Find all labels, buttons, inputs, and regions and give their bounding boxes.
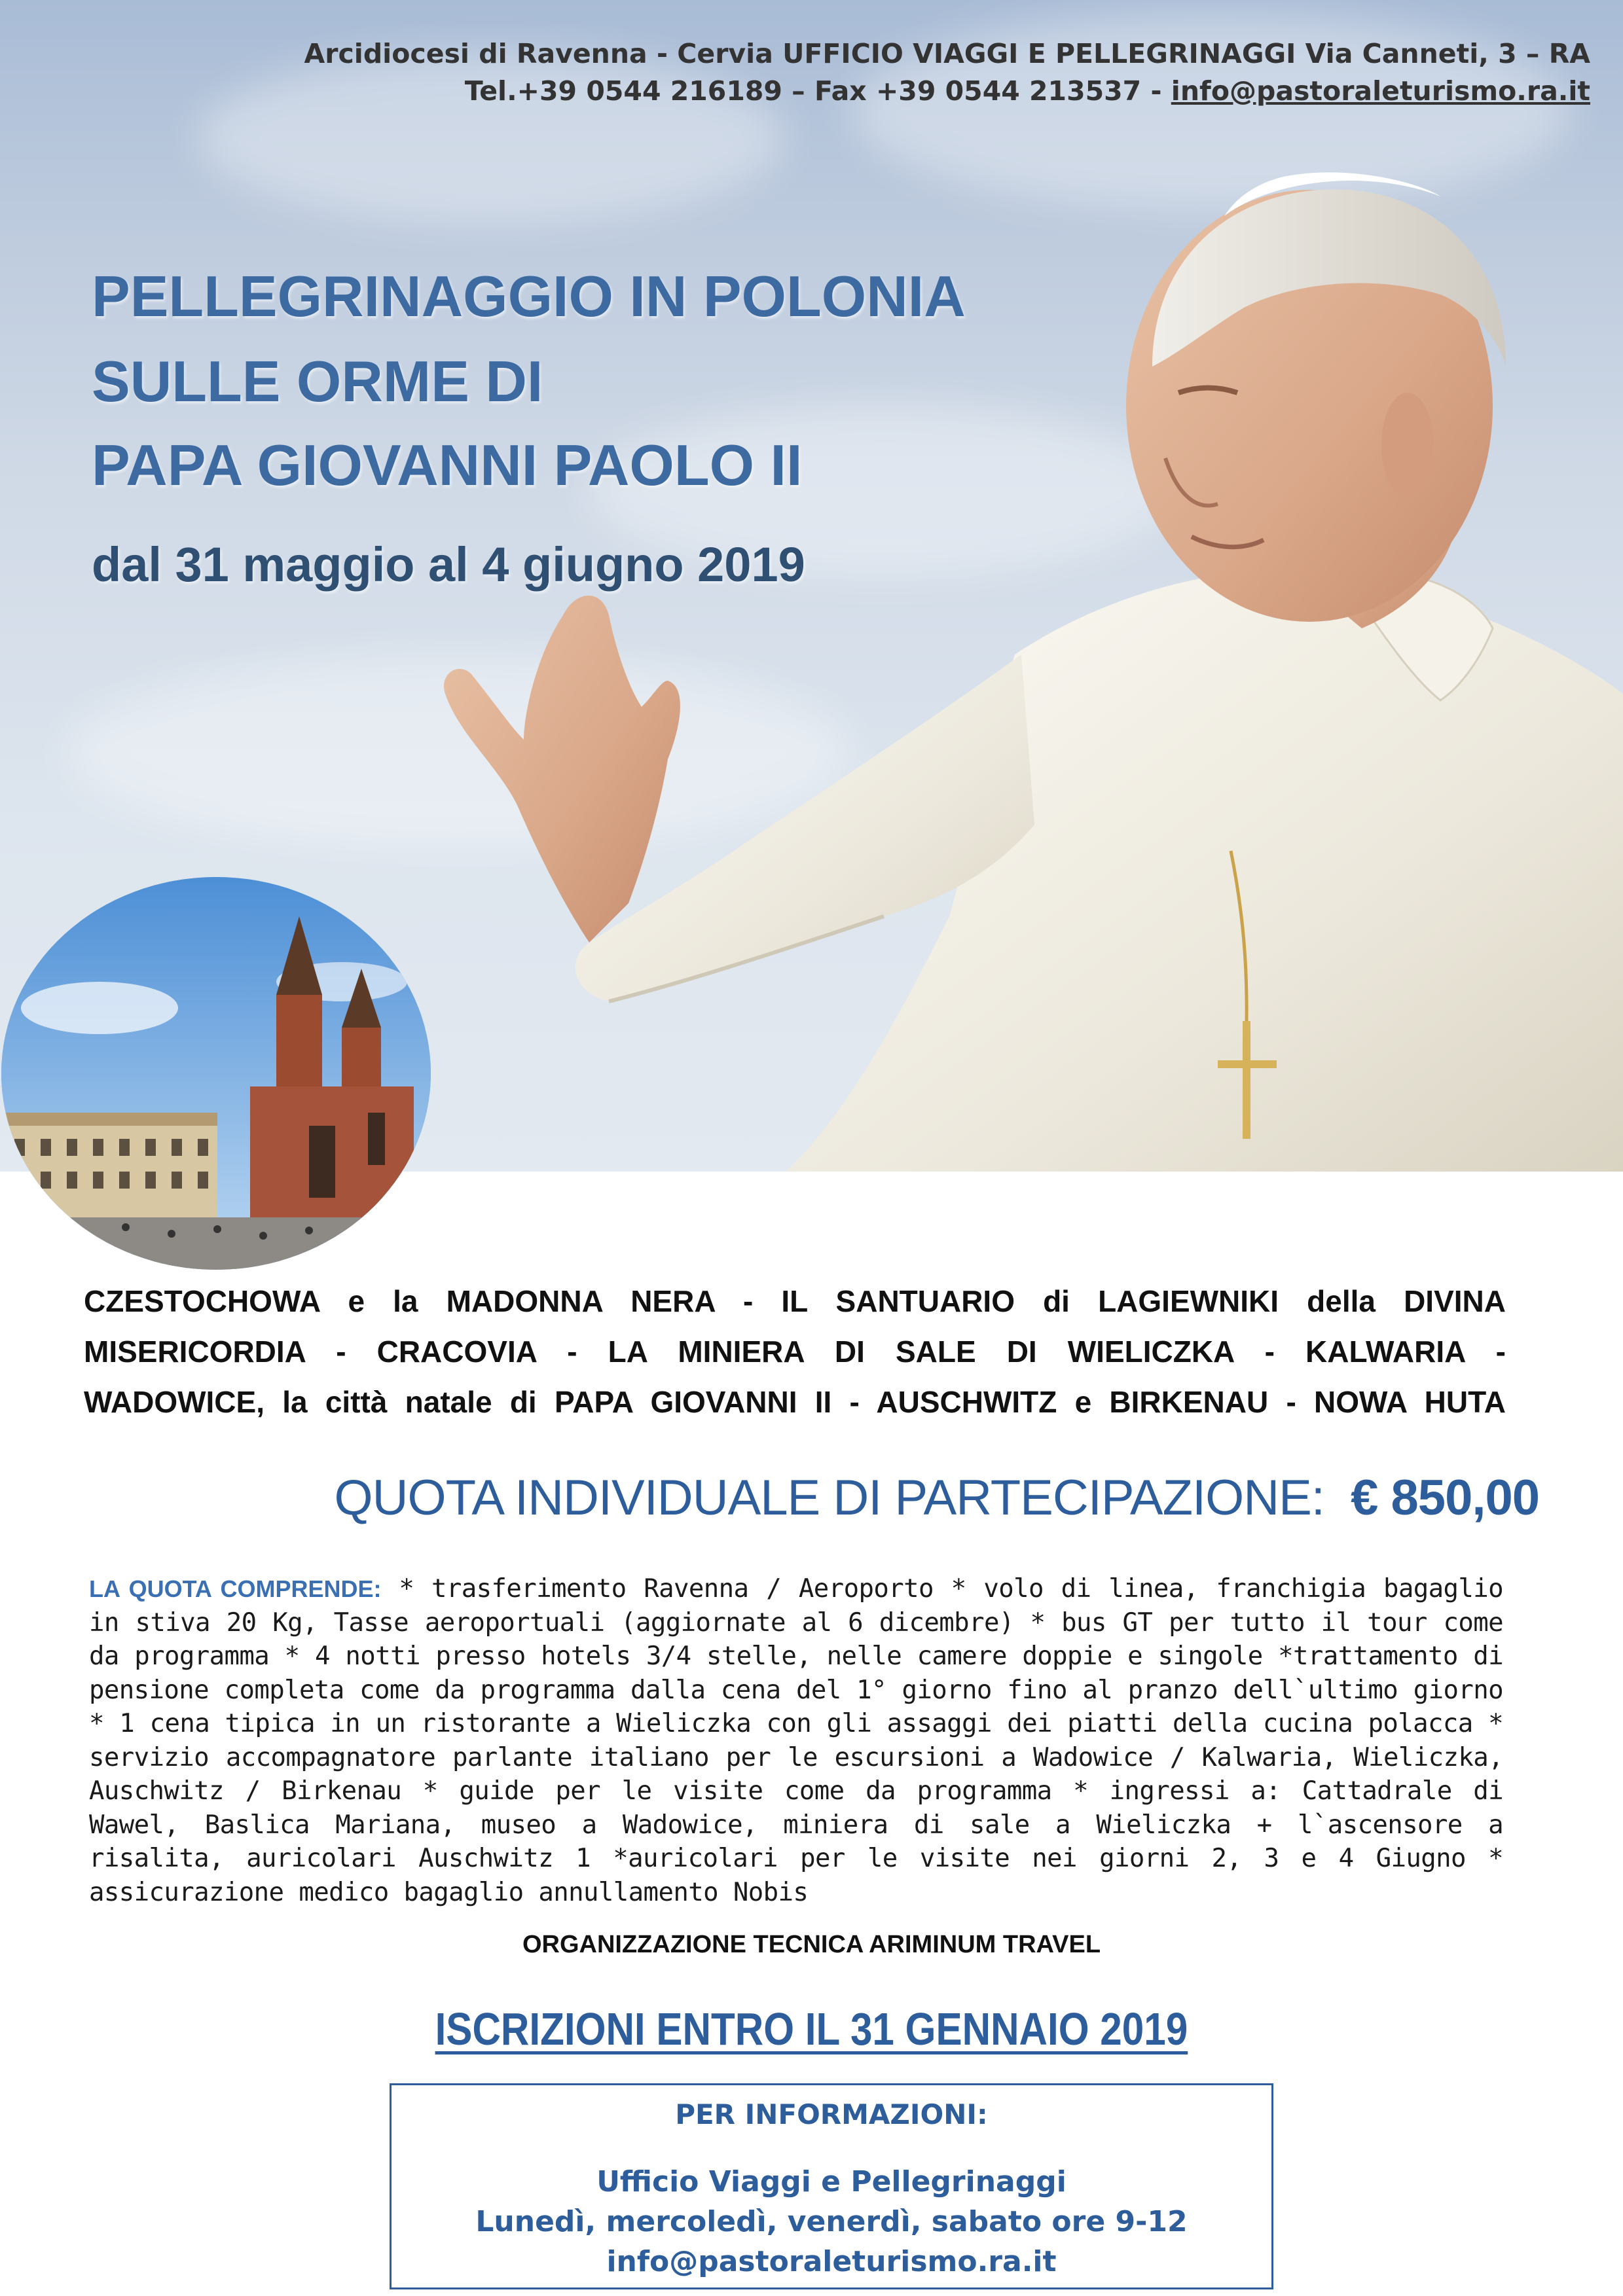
header-phone-fax: Tel.+39 0544 216189 – Fax +39 0544 213537 - (464, 75, 1171, 107)
registration-deadline-text: ISCRIZIONI ENTRO IL 31 GENNAIO 2019 (435, 2003, 1188, 2054)
info-email-link[interactable]: info@pastoraleturismo.ra.it (606, 2245, 1057, 2278)
header-organization: Arcidiocesi di Ravenna - Cervia UFFICIO VIAGGI E PELLEGRINAGGI Via Canneti, 3 – RA (304, 38, 1590, 69)
header-contacts (465, 75, 1590, 107)
trip-dates: dal 31 maggio al 4 giugno 2019 (92, 537, 805, 592)
technical-organizer: ORGANIZZAZIONE TECNICA ARIMINUM TRAVEL (522, 1931, 1101, 1958)
destinations-line-3: WADOWICE, la città natale di PAPA GIOVANNI II - AUSCHWITZ e BIRKENAU - NOWA HUTA (84, 1385, 1506, 1419)
destinations-line-2: MISERICORDIA - CRACOVIA - LA MINIERA DI SALE DI WIELICZKA - KALWARIA - (84, 1335, 1506, 1369)
registration-deadline (0, 2003, 1623, 2055)
info-hours: Lunedì, mercoledì, venerdì, sabato ore 9-12 (475, 2205, 1188, 2238)
title-line-1: PELLEGRINAGGIO IN POLONIA (92, 264, 966, 329)
title-line-2: SULLE ORME DI (92, 349, 543, 414)
info-heading: PER INFORMAZIONI: (675, 2098, 988, 2130)
price-line (334, 1469, 1539, 1526)
price-value: € 850,00 (1351, 1470, 1539, 1526)
info-office: Ufficio Viaggi e Pellegrinaggi (596, 2165, 1067, 2198)
price-label: QUOTA INDIVIDUALE DI PARTECIPAZIONE: (334, 1470, 1324, 1526)
destinations-list (84, 1276, 1506, 1427)
price-includes-label: LA QUOTA COMPRENDE: (89, 1575, 382, 1602)
header-email-link[interactable]: info@pastoraleturismo.ra.it (1171, 75, 1590, 107)
info-box (390, 2083, 1273, 2289)
price-includes (89, 1572, 1503, 1909)
krakow-photo (1, 877, 431, 1270)
price-includes-text: * trasferimento Ravenna / Aeroporto * volo di linea, franchigia bagaglio in stiva 20 Kg, Tasse aeroportuali (aggiornate al 6 dicembre) * bus GT per tutto il tour come da programma * 4 notti presso hotels 3/4 stelle, nelle camere doppie e singole *trattamento di pensione completa come da programma dalla cena del 1° giorno fino al pranzo dell`ultimo giorno * 1 cena tipica in un ristorante a Wieliczka con gli assaggi dei piatti della cucina polacca * servizio accompagnatore parlante italiano per le escursioni a Wadowice / Kalwaria, Wieliczka, Auschwitz / Birkenau * guide per le visite come da programma * ingressi a: Cattadrale di Wawel, Baslica Mariana, museo a Wadowice, miniera di sale a Wieliczka + l`ascensore a risalita, auricolari Auschwitz 1 *auricolari per le visite nei giorni 2, 3 e 4 Giugno * assicurazione medico bagaglio annullamento Nobis (89, 1574, 1503, 1907)
title-line-3: PAPA GIOVANNI PAOLO II (92, 433, 803, 497)
destinations-line-1: CZESTOCHOWA e la MADONNA NERA - IL SANTUARIO di LAGIEWNIKI della DIVINA (84, 1284, 1506, 1318)
